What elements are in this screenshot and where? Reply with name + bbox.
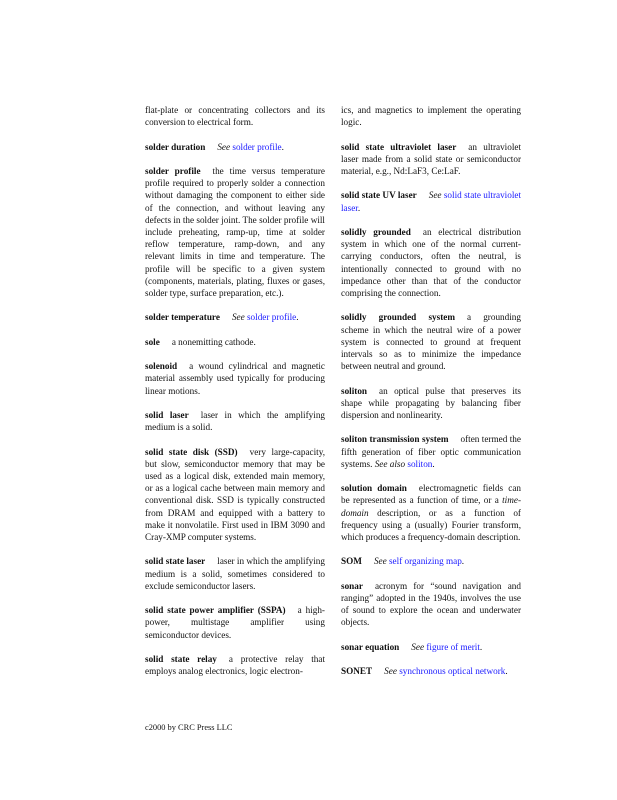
entry-solution-domain	[341, 482, 521, 543]
term: solder profile	[145, 165, 201, 176]
definition: laser in which the amplifying medium is a solid, sometimes considered to exclude semiconductor lasers.	[145, 556, 325, 591]
entry-sonet: SONET See synchronous optical network.	[341, 666, 508, 677]
see-label: See	[217, 141, 231, 152]
term: soliton transmission system	[341, 434, 449, 445]
see-label: See	[373, 556, 387, 567]
term: solid state relay	[145, 653, 217, 664]
continued-fragment: ics, and magnetics to implement the operating logic.	[341, 105, 521, 128]
definition: description, or as a function of frequency using a (usually) Fourier transform, which produces a frequency-domain description.	[341, 507, 521, 542]
see-also-label: See also	[374, 458, 406, 469]
term: solder temperature	[145, 312, 220, 323]
cross-reference-link[interactable]: synchronous optical network	[399, 666, 506, 677]
entry-soliton	[341, 385, 521, 422]
entry-solder-profile	[145, 165, 325, 299]
definition: a grounding scheme in which the neutral wire of a power system is connected to ground at frequent intervals so as to minimize the impedance between neutral and ground.	[341, 312, 521, 372]
term: solid state disk (SSD)	[145, 446, 238, 457]
definition: acronym for “sound navigation and ranging” adopted in the 1940s, involves the use of sound to explore the ocean and underwater objects.	[341, 580, 521, 628]
see-label: See	[411, 641, 425, 652]
entry-solidly-grounded-system	[341, 311, 521, 372]
see-label: See	[384, 666, 397, 677]
definition: the time versus temperature profile required to properly solder a connection without damaging the component to either side of the connection, and without leaving any defects in the solder joint. The solder profile will include preheating, ramp-up, time at solder reflow temperature, ramp-down, and any relevant limits in time and temperature. The profile will be specific to a given system (components, materials, plating, fluxes or gases, solder type, surface preparation, etc.).	[145, 165, 325, 299]
entry-solid-laser	[145, 409, 325, 433]
term: solution domain	[341, 483, 407, 494]
term: solid laser	[145, 409, 189, 420]
entry-sole	[145, 336, 325, 348]
definition-italic: time-domain	[341, 495, 522, 518]
term: solder duration	[145, 141, 206, 152]
definition: a protective relay that employs analog electronics, logic electron-	[145, 653, 325, 677]
entry-sonar-equation: sonar equation See figure of merit.	[341, 641, 483, 652]
term: solid state power amplifier (SSPA)	[145, 605, 286, 616]
term: solid state UV laser	[341, 190, 417, 201]
entry-som: SOM See self organizing map.	[341, 556, 465, 567]
left-column	[145, 104, 325, 690]
cross-reference-link[interactable]: solid state ultraviolet laser	[341, 190, 522, 213]
cross-reference-link[interactable]: soliton	[407, 458, 433, 469]
cross-reference-link[interactable]: figure of merit	[426, 641, 480, 652]
definition: very large-capacity, but slow, semiconductor memory that may be used as a logical disk, extended main memory, or as a logical cache between main memory and conventional disk. SSD is typically constructed from DRAM and equipped with a battery to make it nonvolatile. First used in IBM 3090 and Cray-XMP computer systems.	[145, 446, 326, 542]
see-label: See	[428, 190, 442, 201]
term: solidly grounded	[341, 226, 411, 237]
term: solid state laser	[145, 556, 206, 567]
cross-reference-link[interactable]: solder profile	[232, 141, 282, 152]
cross-reference-link[interactable]: self organizing map	[388, 556, 462, 567]
term: sonar	[341, 580, 363, 591]
definition: a high-power, multistage amplifier using semiconductor devices.	[145, 605, 325, 640]
term: sonar equation	[341, 641, 400, 652]
entry-solenoid	[145, 360, 325, 397]
definition: an optical pulse that preserves its shape while propagating by balancing fiber dispersion and nonlinearity.	[341, 385, 521, 420]
definition: electromagnetic fields can be represented as a function of time, or a	[341, 483, 522, 506]
copyright-footer: c2000 by CRC Press LLC	[145, 723, 233, 732]
entry-sspa	[145, 604, 325, 641]
entry-solid-state-disk	[145, 446, 325, 544]
entry-solder-duration: solder duration See solder profile.	[145, 141, 284, 152]
continued-fragment: flat-plate or concentrating collectors and its conversion to electrical form.	[145, 105, 325, 128]
definition: a nonemitting cathode.	[171, 336, 256, 347]
definition: an ultraviolet laser made from a solid state or semiconductor material, e.g., Nd:LaF3, Ce:LaF.	[341, 141, 522, 176]
entry-solid-state-ultraviolet-laser	[341, 141, 521, 178]
entry-solid-state-laser	[145, 555, 325, 592]
entry-solder-temperature: solder temperature See solder profile.	[145, 312, 299, 323]
entry-solid-state-relay	[145, 653, 325, 677]
see-label: See	[231, 312, 245, 323]
entry-solidly-grounded	[341, 226, 521, 299]
term: solidly grounded system	[341, 312, 455, 323]
term: sole	[145, 336, 160, 347]
term: SOM	[341, 556, 362, 567]
definition: a wound cylindrical and magnetic material assembly used typically for producing linear motions.	[145, 361, 325, 396]
term: SONET	[341, 666, 373, 677]
cross-reference-link[interactable]: solder profile	[246, 312, 297, 323]
definition: often termed the fifth generation of fiber optic communication systems.	[341, 434, 521, 469]
term: soliton	[341, 385, 368, 396]
entry-sonar	[341, 580, 521, 629]
term: solenoid	[145, 361, 178, 372]
definition: an electrical distribution system in which one of the normal current-carrying conductors, often the neutral, is intentionally connected to ground with no impedance other than that of the conductor comprising the connection.	[341, 226, 521, 298]
entry-soliton-transmission-system: soliton transmission system often termed the fifth generation of fiber optic communication systems. See also soliton.	[341, 434, 521, 469]
definition: laser in which the amplifying medium is a solid.	[145, 409, 326, 433]
term: solid state ultraviolet laser	[341, 141, 457, 152]
entry-solid-state-uv-laser: solid state UV laser See solid state ultraviolet laser.	[341, 190, 522, 213]
right-column	[341, 104, 521, 690]
